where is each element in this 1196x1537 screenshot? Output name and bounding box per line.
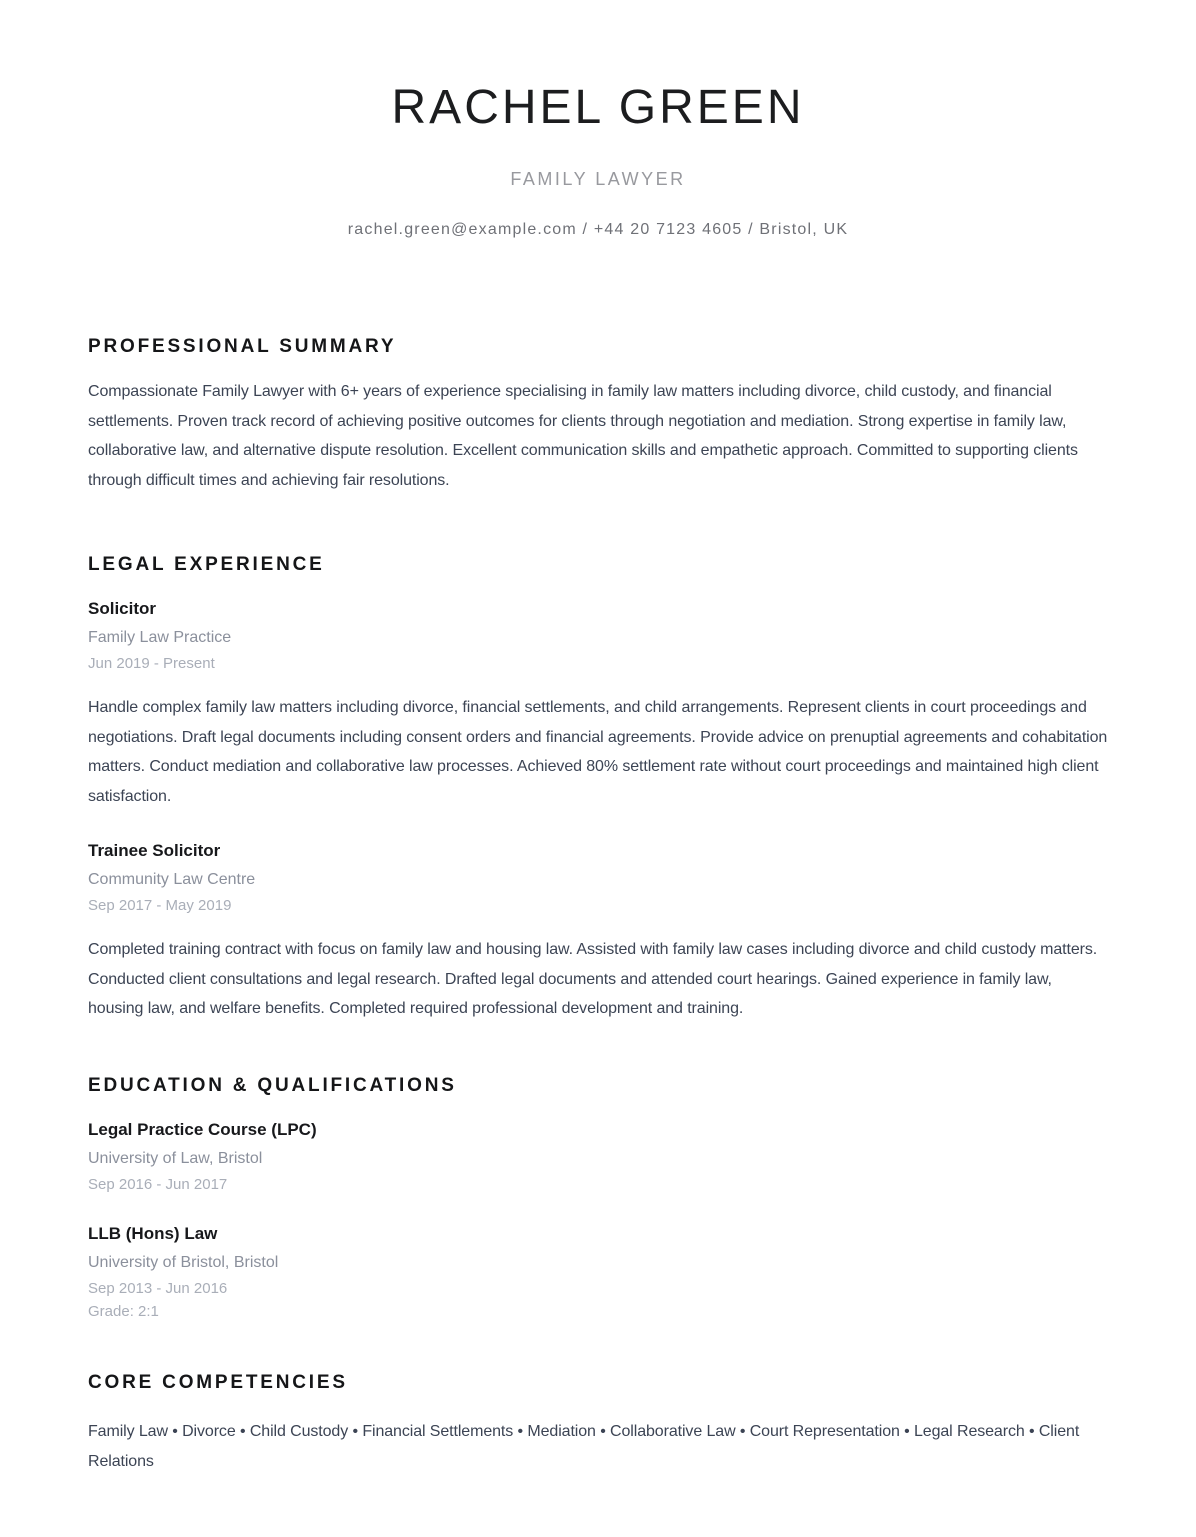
resume-header	[88, 81, 1108, 238]
education-entry-llb	[88, 1224, 1108, 1321]
person-name: RACHEL GREEN	[391, 81, 805, 134]
section-professional-summary	[88, 337, 1108, 495]
school-name: University of Bristol, Bristol	[88, 1253, 279, 1271]
job-dates: Jun 2019 - Present	[88, 655, 215, 672]
education-dates: Sep 2016 - Jun 2017	[88, 1175, 228, 1193]
job-description: Completed training contract with focus on family law and housing law. Assisted with family law cases including divorce and child custody matters. Conducted client consultations and legal research. Drafted legal documents and attended court hearings. Gained experience in family law, housing law, and welfare benefits. Completed required professional development and training.	[88, 941, 1098, 1017]
skills-list: Family Law • Divorce • Child Custody • Financial Settlements • Mediation • Collaborative Law • Court Representation • Legal Research • Client Relations	[88, 1422, 1080, 1470]
job-entry-trainee-solicitor	[88, 841, 1108, 1024]
job-entry-solicitor	[88, 599, 1108, 811]
summary-heading: PROFESSIONAL SUMMARY	[88, 336, 397, 357]
contact-line: rachel.green@example.com / +44 20 7123 4605 / Bristol, UK	[347, 221, 849, 238]
education-heading: EDUCATION & QUALIFICATIONS	[88, 1074, 457, 1096]
section-legal-experience	[88, 555, 1108, 1024]
section-core-competencies	[88, 1373, 1108, 1477]
degree-name: LLB (Hons) Law	[88, 1223, 218, 1243]
job-description: Handle complex family law matters including divorce, financial settlements, and child arrangements. Represent clients in court proceedings and negotiations. Draft legal documents including consent orders and financial agreements. Provide advice on prenuptial agreements and cohabitation matters. Conduct mediation and collaborative law processes. Achieved 80% settlement rate without court proceedings and maintained high client satisfaction.	[88, 699, 1108, 805]
experience-heading: LEGAL EXPERIENCE	[88, 554, 325, 575]
competencies-heading: CORE COMPETENCIES	[88, 1371, 348, 1393]
school-name: University of Law, Bristol	[88, 1149, 263, 1167]
job-company: Family Law Practice	[88, 629, 232, 646]
person-job-title: FAMILY LAWYER	[510, 169, 686, 189]
job-company: Community Law Centre	[88, 871, 256, 888]
degree-name: Legal Practice Course (LPC)	[88, 1119, 317, 1139]
section-education-qualifications	[88, 1076, 1108, 1321]
education-entry-lpc	[88, 1120, 1108, 1194]
education-dates: Sep 2013 - Jun 2016	[88, 1279, 228, 1297]
education-grade: Grade: 2:1	[88, 1302, 159, 1320]
job-title: Solicitor	[88, 599, 157, 618]
job-dates: Sep 2017 - May 2019	[88, 897, 232, 914]
summary-text: Compassionate Family Lawyer with 6+ years of experience specialising in family law matters including divorce, child custody, and financial settlements. Proven track record of achieving positive outcomes for clients through negotiation and mediation. Strong expertise in family law, collaborative law, and alternative dispute resolution. Excellent communication skills and empathetic approach. Committed to supporting clients through difficult times and achieving fair resolutions.	[88, 383, 1078, 489]
job-title: Trainee Solicitor	[88, 841, 221, 860]
